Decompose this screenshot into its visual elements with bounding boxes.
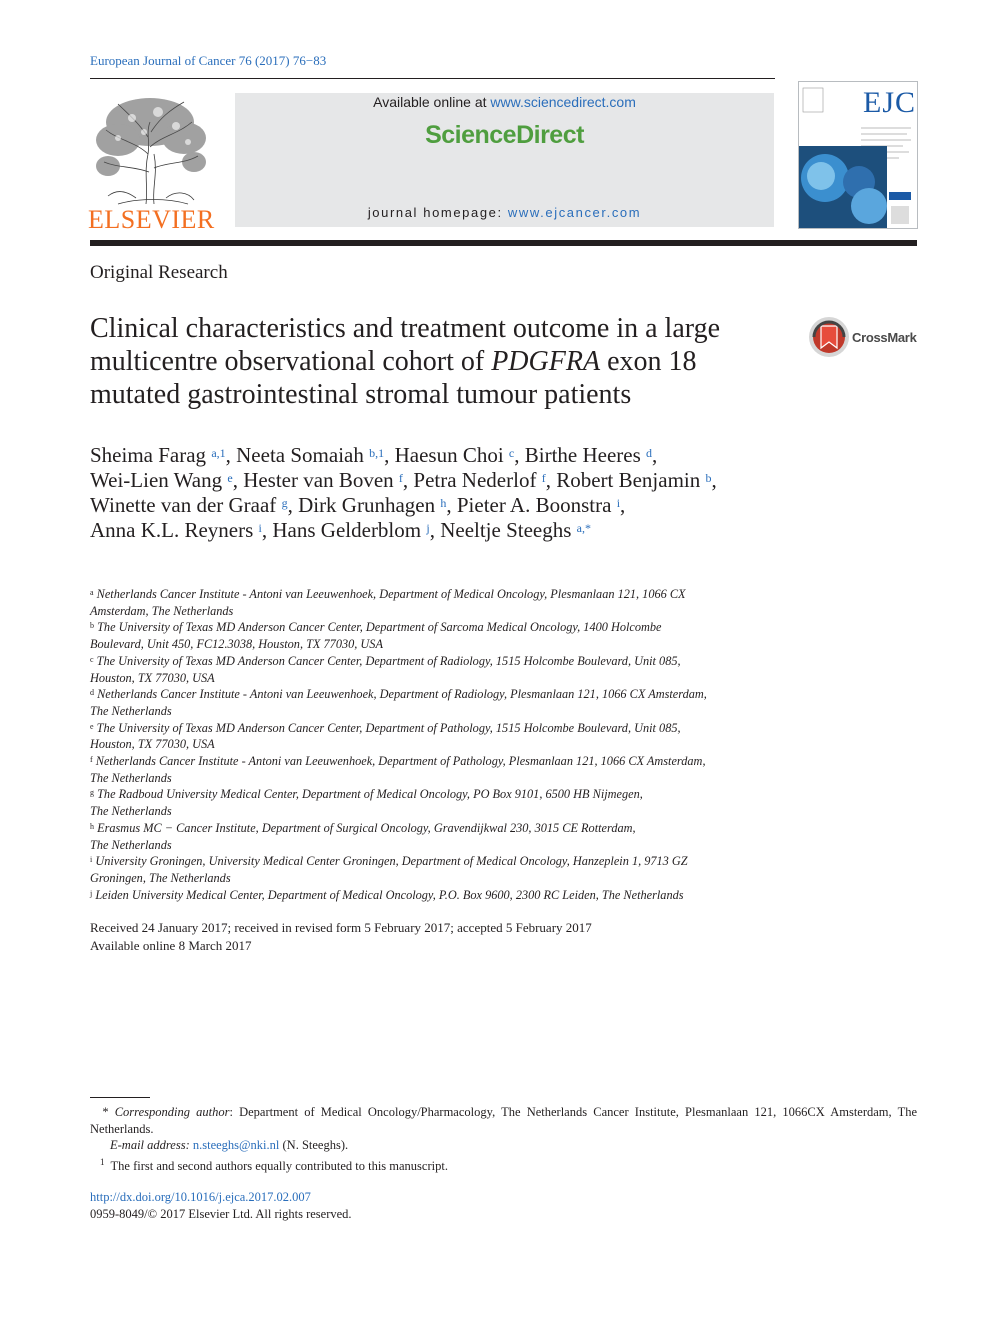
author-name: Hester van Boven (243, 468, 394, 492)
sciencedirect-link[interactable]: www.sciencedirect.com (490, 94, 636, 110)
affiliation-key: e (90, 721, 94, 731)
author-name: Sheima Farag (90, 443, 207, 467)
author-separator: , (446, 493, 457, 517)
affiliation-c (90, 653, 790, 686)
available-online-line (235, 94, 774, 110)
doi-link[interactable]: http://dx.doi.org/10.1016/j.ejca.2017.02.007 (90, 1190, 311, 1204)
author-name: Hans Gelderblom (272, 518, 422, 542)
author-separator: , (514, 443, 525, 467)
affiliation-key: a (90, 588, 94, 597)
affiliation-key: f (90, 755, 93, 765)
author-affiliation-marker[interactable]: e (227, 471, 233, 485)
doi-block (90, 1189, 352, 1223)
affiliation-key: d (90, 688, 94, 698)
author-separator: , (711, 468, 717, 492)
author-name: Wei-Lien Wang (90, 468, 223, 492)
author-separator: , (429, 518, 441, 542)
article-title (90, 312, 790, 411)
author-name: Anna K.L. Reyners (90, 518, 254, 542)
affiliations (90, 586, 790, 903)
author-name: Winette van der Graaf (90, 493, 277, 517)
affiliation-key: g (90, 788, 94, 798)
affiliation-a (90, 586, 790, 619)
author-separator: , (620, 493, 626, 517)
elsevier-wordmark: ELSEVIER (88, 205, 215, 234)
affiliation-b (90, 619, 790, 652)
affiliation-f (90, 753, 790, 786)
author-affiliation-marker[interactable]: c (508, 446, 515, 460)
crossmark-label: CrossMark (852, 330, 917, 345)
title-text-1: Clinical characteristics and treatment outcome in a large multicentre observational cohort of (90, 313, 720, 377)
affiliation-line-1: Netherlands Cancer Institute - Antoni van Leeuwenhoek, Department of Radiology, Plesmanlaan 121, 1066 CX Amsterdam, (97, 687, 707, 702)
author-separator: , (225, 443, 237, 467)
affiliation-line-1: The University of Texas MD Anderson Cancer Center, Department of Sarcoma Medical Oncology, 1400 Holcombe (97, 620, 662, 635)
affiliation-e (90, 720, 790, 753)
journal-cover-thumbnail[interactable] (798, 81, 918, 229)
available-prefix: Available online at (373, 94, 491, 110)
equal-text: The first and second authors equally contributed to this manuscript. (110, 1158, 448, 1173)
affiliation-line-2: Groningen, The Netherlands (90, 870, 231, 885)
footnotes (90, 1104, 917, 1174)
author-separator: , (652, 443, 658, 467)
author-affiliation-marker[interactable]: b (705, 471, 712, 485)
author-separator: , (545, 468, 557, 492)
title-gene: PDGFRA (491, 346, 601, 377)
top-rule (90, 78, 775, 79)
affiliation-line-1: The University of Texas MD Anderson Cancer Center, Department of Pathology, 1515 Holcombe Boulevard, Unit 085, (96, 720, 681, 735)
author-affiliation-marker[interactable]: d (646, 446, 653, 460)
author-separator: , (384, 443, 395, 467)
corresponding-author-note (90, 1104, 917, 1137)
author-separator: , (232, 468, 244, 492)
equal-mark: 1 (100, 1156, 105, 1167)
author-affiliation-marker[interactable]: f (541, 471, 546, 485)
article-dates (90, 919, 592, 955)
sciencedirect-brand: ScienceDirect (425, 121, 584, 149)
affiliation-line-2: The Netherlands (90, 804, 172, 819)
author-name: Pieter A. Boonstra (456, 493, 612, 517)
author-separator: , (261, 518, 273, 542)
affiliation-line-2: The Netherlands (90, 770, 172, 785)
footnote-rule (90, 1097, 150, 1098)
journal-homepage-line (235, 205, 774, 220)
affiliation-j (90, 887, 790, 904)
affiliation-line-1: Erasmus MC − Cancer Institute, Department of Surgical Oncology, Gravendijkwal 230, 3015 CE Rotterdam, (97, 820, 636, 835)
equal-contribution-note (90, 1154, 917, 1175)
email-note (90, 1137, 917, 1154)
author-name: Robert Benjamin (556, 468, 701, 492)
author-name: Petra Nederlof (413, 468, 537, 492)
affiliation-h (90, 820, 790, 853)
author-affiliation-marker[interactable]: b,1 (369, 446, 385, 460)
affiliation-line-2: Houston, TX 77030, USA (90, 670, 215, 685)
author-affiliation-marker[interactable]: f (398, 471, 403, 485)
affiliation-i (90, 853, 790, 886)
affiliation-line-1: Netherlands Cancer Institute - Antoni van Leeuwenhoek, Department of Pathology, Plesmanlaan 121, 1066 CX Amsterdam, (95, 754, 706, 769)
affiliation-line-2: The Netherlands (90, 837, 172, 852)
email-label: E-mail address: (110, 1138, 190, 1152)
sciencedirect-banner (235, 93, 774, 227)
author-affiliation-marker[interactable]: j (426, 521, 430, 535)
affiliation-key: j (90, 888, 93, 898)
affiliation-line-2: Houston, TX 77030, USA (90, 737, 215, 752)
corr-text: : Department of Medical Oncology/Pharmacology, The Netherlands Cancer Institute, Plesmanlaan 121, 1066CX Amsterdam, The Netherlands. (90, 1105, 918, 1136)
author-list (90, 443, 810, 543)
author-name: Dirk Grunhagen (298, 493, 436, 517)
affiliation-line-2: The Netherlands (90, 703, 172, 718)
copyright: 0959-8049/© 2017 Elsevier Ltd. All rights reserved. (90, 1207, 352, 1221)
author-affiliation-marker[interactable]: g (281, 496, 288, 510)
affiliation-key: h (90, 821, 94, 831)
journal-homepage-link[interactable]: www.ejcancer.com (507, 205, 642, 220)
author-separator: , (402, 468, 414, 492)
author-name: Neeta Somaiah (236, 443, 364, 467)
affiliation-line-1: University Groningen, University Medical Center Groningen, Department of Medical Oncology, Hanzeplein 1, 9713 GZ (95, 854, 688, 869)
email-link[interactable]: n.steeghs@nki.nl (192, 1138, 280, 1152)
author-affiliation-marker[interactable]: a,1 (211, 446, 226, 460)
affiliation-d (90, 686, 790, 719)
affiliation-g (90, 786, 790, 819)
affiliation-line-2: Boulevard, Unit 450, FC12.3038, Houston, TX 77030, USA (90, 637, 383, 652)
author-name: Birthe Heeres (524, 443, 641, 467)
available-online-date: Available online 8 March 2017 (90, 938, 252, 953)
title-text-2: exon 18 mutated gastrointestinal stromal tumour patients (90, 346, 697, 410)
author-affiliation-marker[interactable]: a,* (576, 521, 591, 535)
affiliation-key: c (90, 654, 94, 664)
author-affiliation-marker[interactable]: i (616, 496, 621, 510)
affiliation-key: b (90, 621, 94, 631)
author-name: Haesun Choi (394, 443, 504, 467)
journal-reference[interactable]: European Journal of Cancer 76 (2017) 76−83 (90, 53, 327, 68)
author-affiliation-marker[interactable]: h (440, 496, 447, 510)
author-name: Neeltje Steeghs (440, 518, 572, 542)
affiliation-line-1: The Radboud University Medical Center, Department of Medical Oncology, PO Box 9101, 6500 HB Nijmegen, (97, 787, 643, 802)
email-suffix: (N. Steeghs). (279, 1138, 349, 1152)
corr-label: Corresponding author (114, 1105, 230, 1119)
affiliation-line-2: Amsterdam, The Netherlands (90, 603, 234, 618)
header-rule (90, 240, 917, 246)
homepage-prefix: journal homepage: (367, 205, 508, 220)
received-dates: Received 24 January 2017; received in revised form 5 February 2017; accepted 5 February 2017 (90, 920, 592, 935)
author-separator: , (287, 493, 299, 517)
affiliation-line-1: Leiden University Medical Center, Department of Medical Oncology, P.O. Box 9600, 2300 RC Leiden, The Netherlands (95, 887, 684, 902)
affiliation-line-1: The University of Texas MD Anderson Cancer Center, Department of Radiology, 1515 Holcombe Boulevard, Unit 085, (96, 653, 681, 668)
corr-mark: * (102, 1105, 109, 1119)
affiliation-key: i (90, 855, 93, 865)
cover-title: EJC (863, 86, 917, 119)
article-type: Original Research (90, 262, 228, 283)
author-affiliation-marker[interactable]: i (258, 521, 262, 535)
affiliation-line-1: Netherlands Cancer Institute - Antoni van Leeuwenhoek, Department of Medical Oncology, Plesmanlaan 121, 1066 CX (96, 587, 686, 601)
